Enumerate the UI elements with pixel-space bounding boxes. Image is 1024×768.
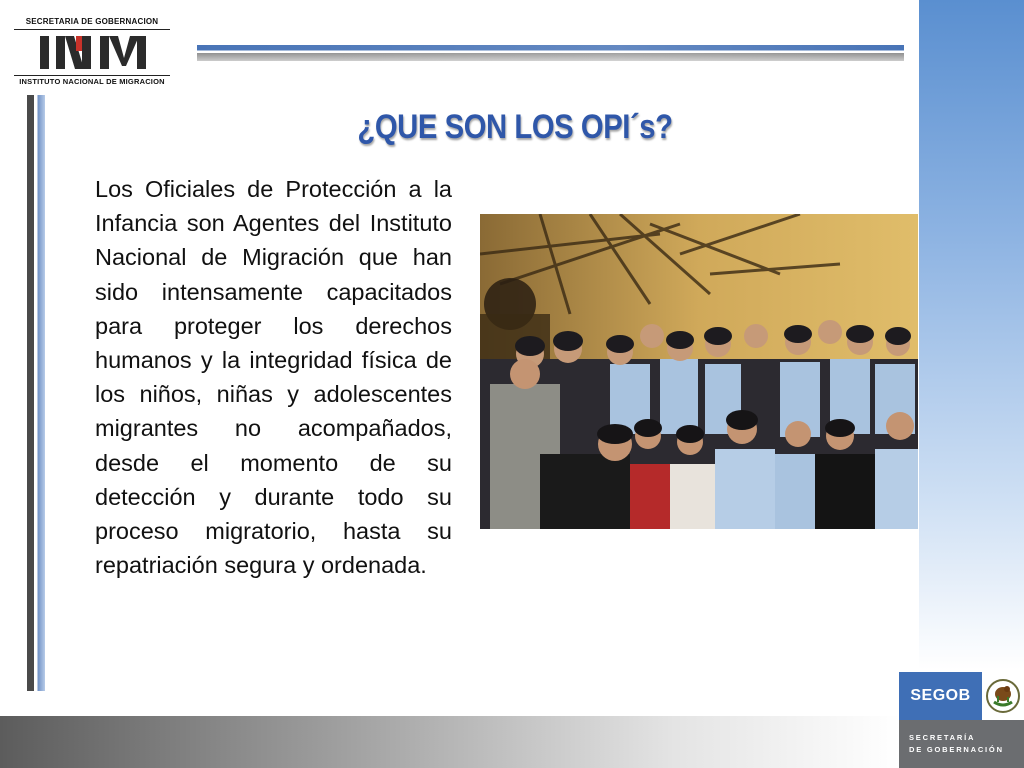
group-photo: [480, 214, 918, 529]
group-photo-illustration: [480, 214, 918, 529]
slide-body-text: Los Oficiales de Protección a la Infancia son Agentes del Instituto Nacional de Migración que han sido intensamente capacitados para proteger los derechos humanos y la integridad física de los niños, niñas y adolescentes migrantes no acompañados, desde el momento de su detección y durante todo su proceso migratorio, hasta su repatriación segura y ordenada.: [95, 176, 452, 579]
right-gradient-band: [919, 0, 1024, 670]
slide-title: ¿QUE SON LOS OPI´s?: [357, 108, 673, 146]
logo-org-bottom: INSTITUTO NACIONAL DE MIGRACION: [19, 77, 165, 86]
logo-org-top: SECRETARIA DE GOBERNACION: [25, 17, 159, 26]
mexico-seal-icon: [982, 672, 1024, 720]
top-rule-sheen: [197, 45, 904, 61]
bottom-gradient-band: [0, 716, 900, 768]
segob-subtitle-line1: SECRETARÍA: [909, 733, 976, 742]
inm-logo-mark: [38, 32, 148, 72]
left-vertical-rule: [27, 95, 45, 691]
logo-divider-bottom: [14, 75, 170, 76]
segob-subtitle-line2: DE GOBERNACIÓN: [909, 745, 1004, 754]
segob-brand: SEGOB: [899, 672, 982, 720]
inm-logo: [14, 14, 170, 88]
segob-logo: [899, 672, 1024, 768]
logo-divider-top: [14, 29, 170, 30]
